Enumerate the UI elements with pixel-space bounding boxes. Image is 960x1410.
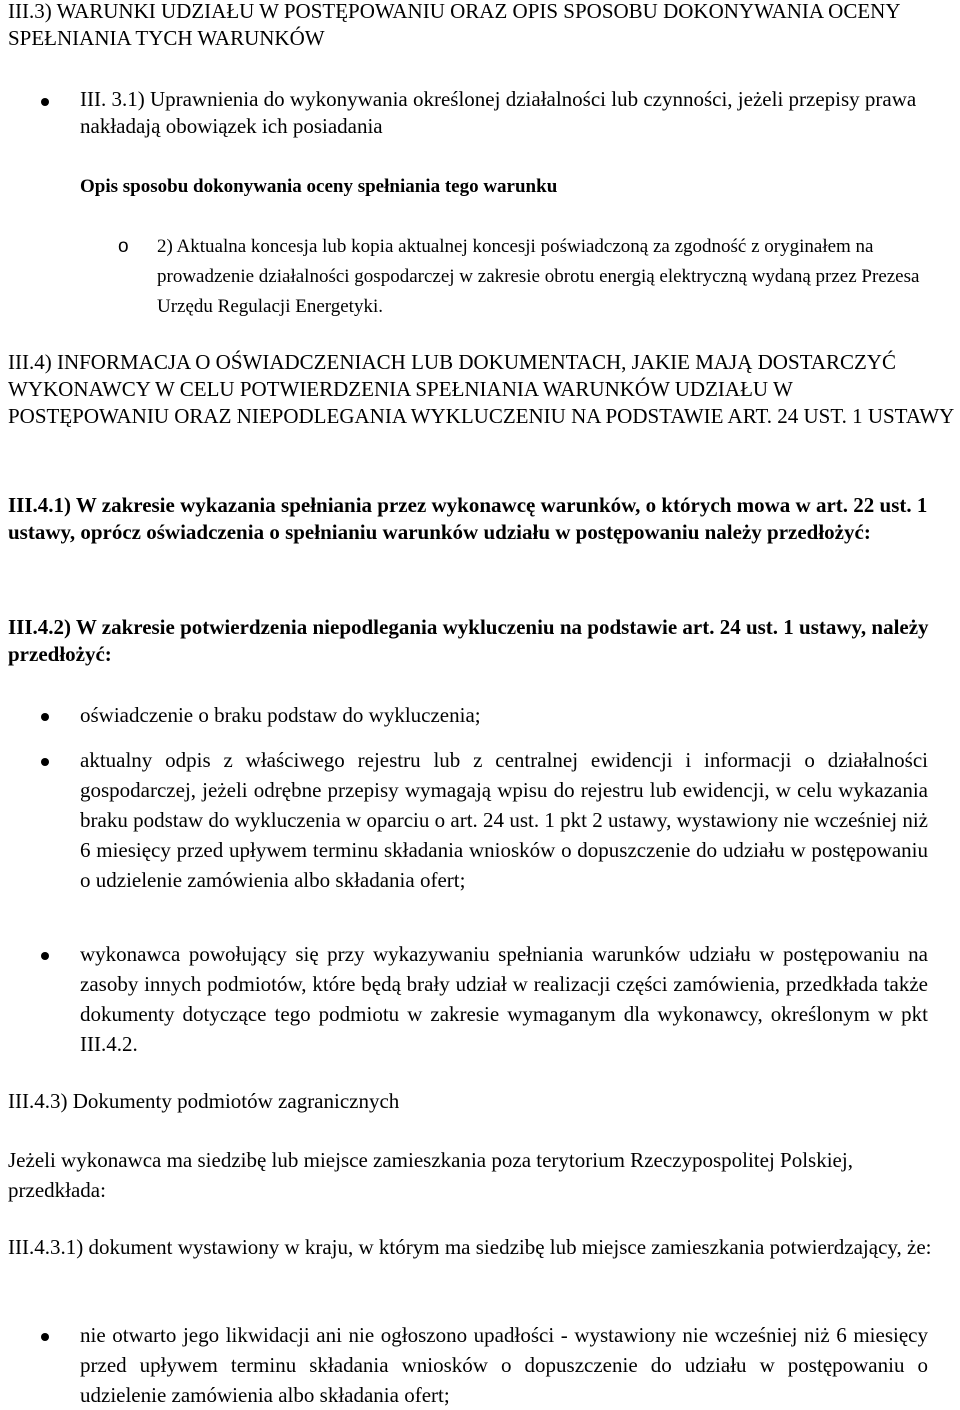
item-4-2: III.4.2) W zakresie potwierdzenia niepodlegania wykluczeniu na podstawie art. 24 ust. 1 ustawy, należy przedłożyć: [8,615,929,666]
list-item: aktualny odpis z właściwego rejestru lub z centralnej ewidencji i informacji o działalności gospodarczej, jeżeli odrębne przepisy wymagają wpisu do rejestru lub ewidencji, w celu wykazania braku podstaw do wykluczenia w oparciu o art. 24 ust. 1 pkt 2 ustawy, wystawiony nie wcześniej niż 6 miesięcy przed upływem terminu składania wniosków o dopuszczenie do udziału w postępowaniu o udzielenie zamówienia albo składania ofert; [80,748,928,892]
item-3-1: III. 3.1) Uprawnienia do wykonywania określonej działalności lub czynności, jeżeli przepisy prawa nakładają obowiązek ich posiadania [80,87,917,138]
bullet-icon [41,758,49,766]
circle-bullet-icon: o [118,236,129,257]
item-4-3: III.4.3) Dokumenty podmiotów zagranicznych [8,1089,400,1113]
bullet-icon [41,713,49,721]
assessment-label: Opis sposobu dokonywania oceny spełniania tego warunku [80,176,558,197]
item-4-1: III.4.1) W zakresie wykazania spełniania przez wykonawcę warunków, o których mowa w art. 22 ust. 1 ustawy, oprócz oświadczenia o spełnianiu warunków udziału w postępowaniu należy przedłożyć: [8,493,928,544]
bullet-icon [41,98,49,106]
bullet-icon [41,1333,49,1341]
section-heading-3-4: III.4) INFORMACJA O OŚWIADCZENIACH LUB DOKUMENTACH, JAKIE MAJĄ DOSTARCZYĆ WYKONAWCY W CELU POTWIERDZENIA SPEŁNIANIA WARUNKÓW UDZIAŁU W POSTĘPOWANIU ORAZ NIEPODLEGANIA WYKLUCZENIU NA PODSTAWIE ART. 24 UST. 1 USTAWY [8,350,955,428]
list-item: nie otwarto jego likwidacji ani nie ogłoszono upadłości - wystawiony nie wcześniej niż 6 miesięcy przed upływem terminu składania wniosków o dopuszczenie do udziału w postępowaniu o udzielenie zamówienia albo składania ofert; [80,1323,928,1407]
foreign-intro: Jeżeli wykonawca ma siedzibę lub miejsce zamieszkania poza terytorium Rzeczypospolitej Polskiej, przedkłada: [8,1148,853,1202]
section-heading-3-3: III.3) WARUNKI UDZIAŁU W POSTĘPOWANIU ORAZ OPIS SPOSOBU DOKONYWANIA OCENY SPEŁNIANIA TYCH WARUNKÓW [8,0,900,50]
list-item: oświadczenie o braku podstaw do wykluczenia; [80,703,481,727]
sub-item-concession: 2) Aktualna koncesja lub kopia aktualnej koncesji poświadczoną za zgodność z oryginałem na prowadzenie działalności gospodarczej w zakresie obrotu energią elektryczną wydaną przez Prezesa Urzędu Regulacji Energetyki. [157,236,920,317]
item-4-3-1: III.4.3.1) dokument wystawiony w kraju, w którym ma siedzibę lub miejsce zamieszkania potwierdzający, że: [8,1235,932,1259]
bullet-icon [41,952,49,960]
list-item: wykonawca powołujący się przy wykazywaniu spełniania warunków udziału w postępowaniu na zasoby innych podmiotów, które będą brały udział w realizacji części zamówienia, przedkłada także dokumenty dotyczące tego podmiotu w zakresie wymaganym dla wykonawcy, określonym w pkt III.4.2. [80,942,928,1056]
